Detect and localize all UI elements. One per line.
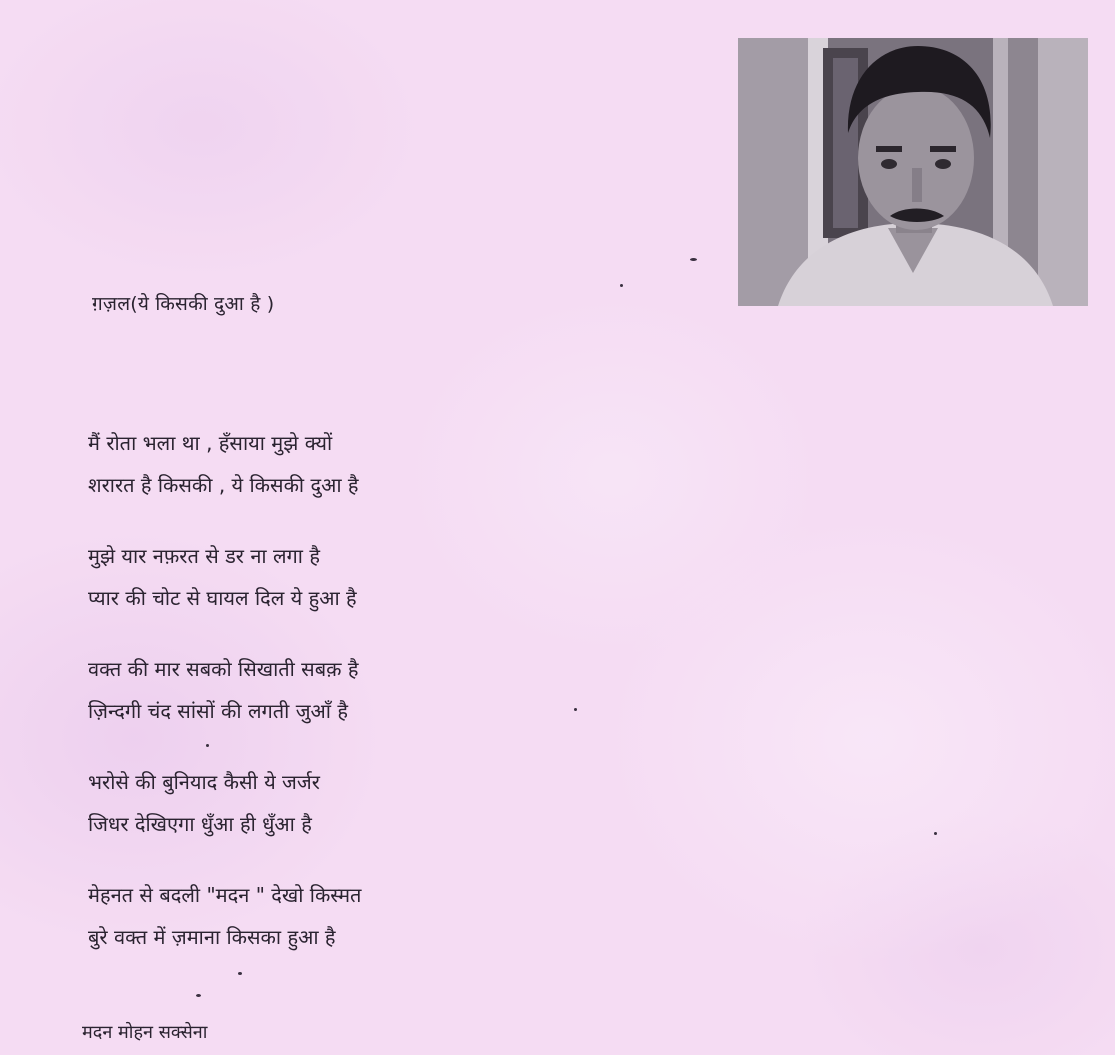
stanza-2 xyxy=(88,535,508,619)
paper-speck xyxy=(196,994,201,997)
poem-line: मैं रोता भला था , हँसाया मुझे क्यों xyxy=(88,431,333,455)
poem-line: वक्त की मार सबको सिखाती सबक़ है xyxy=(88,657,359,681)
author-name: मदन मोहन सक्सेना xyxy=(82,1022,208,1043)
paper-speck xyxy=(620,284,623,287)
paper-speck xyxy=(238,972,242,975)
paper-speck xyxy=(574,708,577,711)
poem-line: ज़िन्दगी चंद सांसों की लगती जुआँ है xyxy=(88,699,348,723)
poem-line: जिधर देखिएगा धुँआ ही धुँआ है xyxy=(88,812,312,836)
poem-line: मेहनत से बदली "मदन " देखो किस्मत xyxy=(88,883,362,907)
paper-speck xyxy=(690,258,697,261)
stanza-3 xyxy=(88,648,508,732)
stanza-1 xyxy=(88,422,508,506)
poem-title: ग़ज़ल(ये किसकी दुआ है ) xyxy=(92,293,275,315)
author-photo xyxy=(738,38,1088,306)
poem-line: बुरे वक्त में ज़माना किसका हुआ है xyxy=(88,925,336,949)
poem-body xyxy=(88,422,508,987)
poem-line: मुझे यार नफ़रत से डर ना लगा है xyxy=(88,544,320,568)
stanza-4 xyxy=(88,761,508,845)
stanza-5 xyxy=(88,874,508,958)
poem-line: शरारत है किसकी , ये किसकी दुआ है xyxy=(88,473,359,497)
paper-speck xyxy=(934,832,937,835)
portrait-illustration xyxy=(738,38,1088,306)
paper-speck xyxy=(206,744,209,747)
poem-line: प्यार की चोट से घायल दिल ये हुआ है xyxy=(88,586,357,610)
poem-line: भरोसे की बुनियाद कैसी ये जर्जर xyxy=(88,770,320,794)
